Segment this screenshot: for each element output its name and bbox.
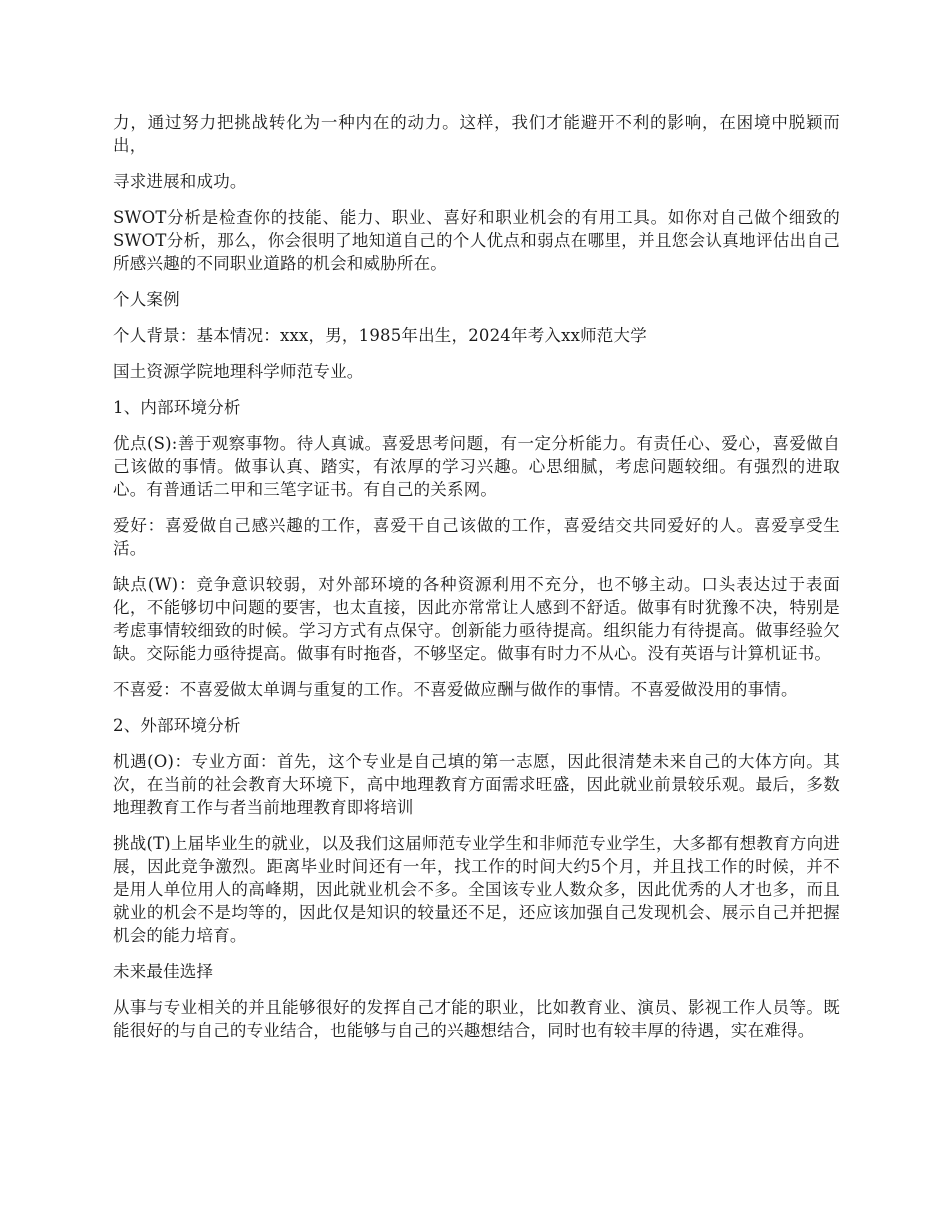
heading-personal-case: 个人案例 xyxy=(113,290,180,309)
paragraph-strengths: 优点(S):善于观察事物。待人真诚。喜爱思考问题，有一定分析能力。有责任心、爱心，喜爱做自己该做的事情。做事认真、踏实，有浓厚的学习兴趣。心思细腻，考虑问题较细。有强烈的进取心。有普通话二甲和三笔字证书。有自己的关系网。 xyxy=(113,434,840,499)
paragraph-best-choice: 从事与专业相关的并且能够很好的发挥自己才能的职业，比如教育业、演员、影视工作人员等。既能很好的与自己的专业结合，也能够与自己的兴趣想结合，同时也有较丰厚的待遇，实在难得。 xyxy=(113,998,840,1040)
paragraph-personal-background: 个人背景：基本情况：xxx，男，1985年出生，2024年考入xx师范大学 xyxy=(113,326,647,345)
paragraph-swot-definition: SWOT分析是检查你的技能、能力、职业、喜好和职业机会的有用工具。如你对自己做个细致的SWOT分析，那么，你会很明了地知道自己的个人优点和弱点在哪里，并且您会认真地评估出自己所感兴趣的不同职业道路的机会和威胁所在。 xyxy=(113,208,840,273)
paragraph-major: 国土资源学院地理科学师范专业。 xyxy=(113,362,364,381)
paragraph-intro-continuation: 力，通过努力把挑战转化为一种内在的动力。这样，我们才能避开不利的影响，在困境中脱颖而出， xyxy=(113,113,840,155)
paragraph-seek-progress: 寻求进展和成功。 xyxy=(113,172,247,191)
heading-internal-analysis: 1、内部环境分析 xyxy=(113,398,241,417)
paragraph-weaknesses: 缺点(W)：竞争意识较弱，对外部环境的各种资源利用不充分，也不够主动。口头表达过于表面化，不能够切中问题的要害，也太直接，因此亦常常让人感到不舒适。做事有时犹豫不决，特别是考虑事情较细致的时候。学习方式有点保守。创新能力亟待提高。组织能力有待提高。做事经验欠缺。交际能力亟待提高。做事有时拖沓，不够坚定。做事有时力不从心。没有英语与计算机证书。 xyxy=(113,575,840,663)
document-body xyxy=(113,111,840,1055)
paragraph-dislikes: 不喜爱：不喜爱做太单调与重复的工作。不喜爱做应酬与做作的事情。不喜爱做没用的事情。 xyxy=(113,680,798,699)
paragraph-opportunities: 机遇(O)：专业方面：首先，这个专业是自己填的第一志愿，因此很清楚未来自己的大体方向。其次，在当前的社会教育大环境下，高中地理教育方面需求旺盛，因此就业前景较乐观。最后，多数地理教育工作与者当前地理教育即将培训 xyxy=(113,752,840,817)
heading-external-analysis: 2、外部环境分析 xyxy=(113,716,241,735)
paragraph-hobbies: 爱好：喜爱做自己感兴趣的工作，喜爱干自己该做的工作，喜爱结交共同爱好的人。喜爱享受生活。 xyxy=(113,516,840,558)
paragraph-threats: 挑战(T)上届毕业生的就业，以及我们这届师范专业学生和非师范专业学生，大多都有想教育方向进展，因此竞争激烈。距离毕业时间还有一年，找工作的时间大约5个月，并且找工作的时候，并不是用人单位用人的高峰期，因此就业机会不多。全国该专业人数众多，因此优秀的人才也多，而且就业的机会不是均等的，因此仅是知识的较量还不足，还应该加强自己发现机会、展示自己并把握机会的能力培育。 xyxy=(113,834,840,945)
heading-best-choice: 未来最佳选择 xyxy=(113,962,214,981)
